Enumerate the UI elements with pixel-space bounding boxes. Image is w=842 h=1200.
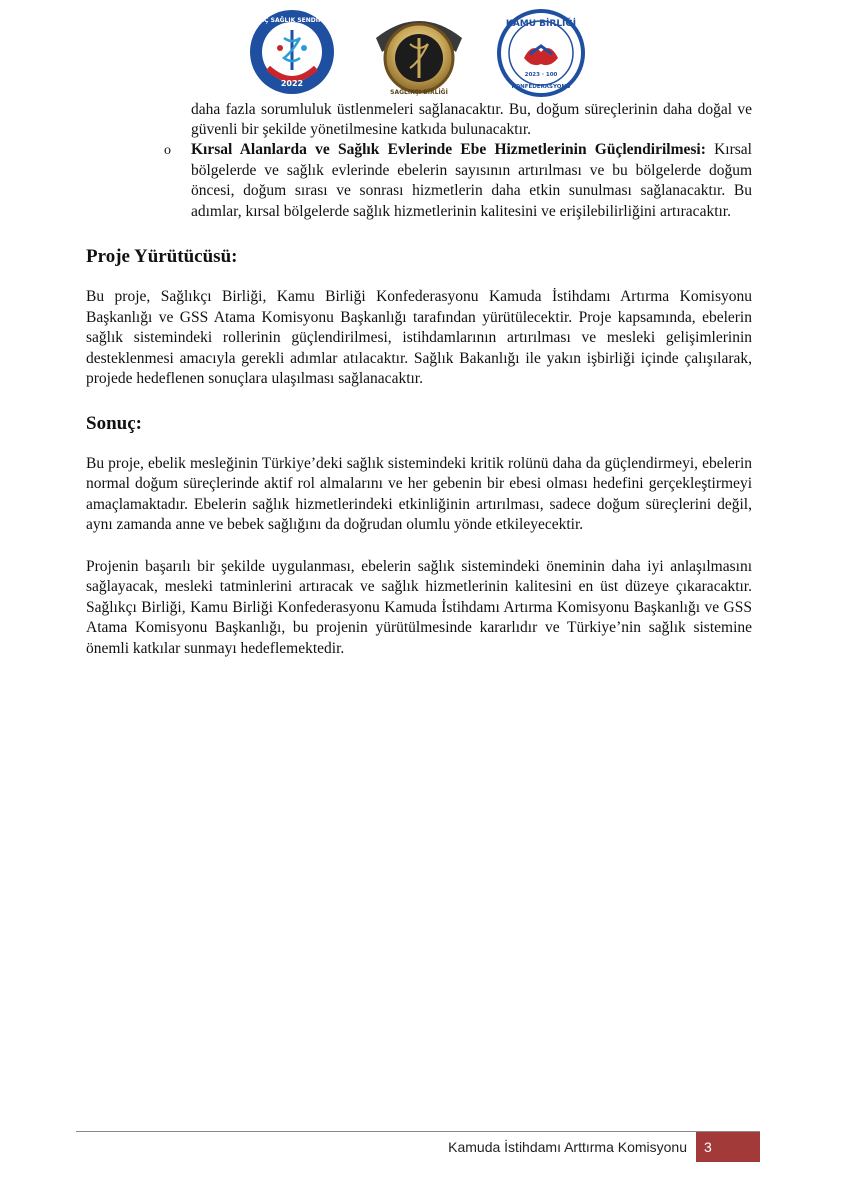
page-content — [86, 100, 752, 659]
logo-year: 2022 — [280, 79, 304, 88]
executor-paragraph: Bu proje, Sağlıkçı Birliği, Kamu Birliği Konfederasyonu Kamuda İstihdamı Artırma Komisyonu Başkanlığı ve GSS Atama Komisyonu Başkanlığı tarafından yürütülecektir. Proje kapsamında, ebelerin sağlık sistemindeki rollerinin güçlendirilmesi, istihdamlarının artırılması ve mesleki gelişimlerinin desteklenmesi amacıyla gerekli adımlar atılacaktır. Sağlık Bakanlığı ile yakın işbirliği içinde çalışılarak, projede hedeflenen sonuçlara ulaşılması sağlanacaktır. — [86, 288, 752, 387]
list-item — [86, 140, 752, 222]
conclusion-paragraph-1: Bu proje, ebelik mesleğinin Türkiye’deki sağlık sistemindeki kritik rolünü daha da güçlendirmeyi, ebelerin normal doğum süreçlerinde aktif rol almalarını ve her gebenin bir ebesi olması hedefini gerçekleştirmeyi amaçlamaktadır. Ebelerin sağlık hizmetlerindeki etkinliğinin artırılması, sadece doğum süreçlerini değil, aynı zamanda anne ve bebek sağlığını da doğrudan olumlu yönde etkileyecektir. — [86, 454, 752, 533]
logo-text: GENÇ SAĞLIK SENDİKASI — [250, 17, 334, 24]
top-continuation: daha fazla sorumluluk üstlenmeleri sağlanacaktır. Bu, doğum süreçlerinin daha doğal ve güvenli bir şekilde yönetilmesine katkıda bulunacaktır. — [191, 101, 752, 138]
logo-text: KAMU BİRLİĞİ — [505, 19, 577, 29]
page-number: 3 — [696, 1132, 760, 1162]
logo-text: SAĞLIKÇI BİRLİĞİ — [390, 89, 448, 96]
header-logos — [0, 8, 842, 100]
saglikci-birligi-logo — [370, 8, 468, 100]
bullet-body: Kırsal bölgelerde ve sağlık evlerinde ebelerin sayısının artırılması ve bu bölgelerde doğum öncesi, doğum sırası ve sonrası hizmetlerin daha etkin sunulması sağlanacaktır. Bu adımlar, kırsal bölgelerde sağlık hizmetlerinin kalitesini ve erişilebilirliğini artıracaktır. — [191, 141, 752, 220]
footer-divider — [76, 1131, 760, 1132]
page-footer — [76, 1131, 760, 1155]
bullet-title: Kırsal Alanlarda ve Sağlık Evlerinde Ebe Hizmetlerinin Güçlendirilmesi: — [191, 141, 706, 158]
bullet-marker: o — [164, 143, 171, 158]
logo-subtext: KONFEDERASYONU — [511, 84, 571, 90]
logo-years: 2023 · 100 — [524, 72, 558, 78]
section-heading-conclusion: Sonuç: — [86, 412, 142, 434]
kamu-birligi-konfederasyonu-logo — [496, 8, 586, 98]
footer-label: Kamuda İstihdamı Arttırma Komisyonu — [448, 1139, 687, 1155]
genc-saglik-sendikasi-logo — [248, 8, 336, 96]
section-heading-executor: Proje Yürütücüsü: — [86, 246, 238, 267]
conclusion-paragraph-2: Projenin başarılı bir şekilde uygulanması, ebelerin sağlık sistemindeki öneminin daha iyi anlaşılmasını sağlayacak, mesleki tatminlerini artıracak ve sağlık hizmetlerinin kalitesini en üst düzeye çıkaracaktır. Sağlıkçı Birliği, Kamu Birliği Konfederasyonu Kamuda İstihdamı Artırma Komisyonu Başkanlığı ve GSS Atama Komisyonu Başkanlığı, bu projenin yürütülmesinde kararlıdır ve Türkiye’nin sağlık sistemine önemli katkılar sunmayı hedeflemektedir. — [86, 557, 752, 657]
